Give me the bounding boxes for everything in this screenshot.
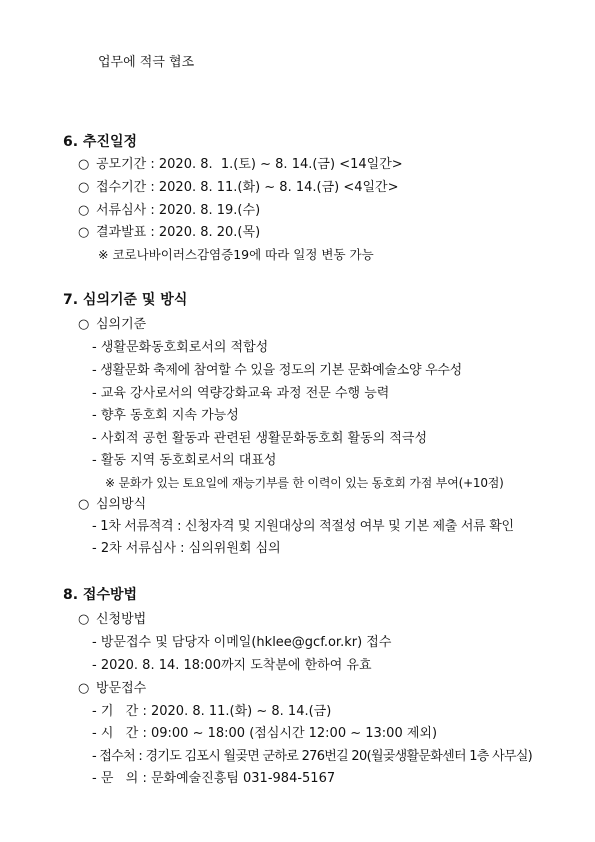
section-heading-submission: 8. 접수방법 <box>63 587 138 603</box>
circle-bullet-icon: ○ <box>78 681 90 696</box>
visit-title: 방문접수 <box>96 681 147 696</box>
apply-title: 신청방법 <box>96 612 147 627</box>
schedule-item-text: 접수기간 : 2020. 8. 11.(화) ~ 8. 14.(금) <4일간> <box>96 180 399 195</box>
intro-line: 업무에 적극 협조 <box>98 55 195 70</box>
criteria-note: ※ 문화가 있는 토요일에 재능기부를 한 이력이 있는 동호회 가점 부여(+10점) <box>105 476 504 490</box>
circle-bullet-icon: ○ <box>78 612 90 627</box>
visit-item-period: - 기 간 : 2020. 8. 11.(화) ~ 8. 14.(금) <box>92 704 332 719</box>
circle-bullet-icon: ○ <box>78 180 90 195</box>
section-heading-schedule: 6. 추진일정 <box>63 134 138 150</box>
method-item: - 1차 서류적격 : 신청자격 및 지원대상의 적절성 여부 및 기본 제출 서류 확인 <box>92 519 514 534</box>
method-title: 심의방식 <box>96 497 147 512</box>
criteria-item: - 생활문화 축제에 참여할 수 있을 정도의 기본 문화예술소양 우수성 <box>92 363 462 378</box>
schedule-item-text: 공모기간 : 2020. 8. 1.(토) ~ 8. 14.(금) <14일간> <box>96 157 403 172</box>
circle-bullet-icon: ○ <box>78 157 90 172</box>
visit-item-contact: - 문 의 : 문화예술진흥팀 031-984-5167 <box>92 771 336 786</box>
visit-item-location: - 접수처 : 경기도 김포시 월곶면 군하로 276번길 20(월곶생활문화센터 1층 사무실) <box>92 749 533 764</box>
criteria-item: - 활동 지역 동호회로서의 대표성 <box>92 453 277 468</box>
criteria-item: - 생활문화동호회로서의 적합성 <box>92 340 269 355</box>
criteria-item: - 사회적 공헌 활동과 관련된 생활문화동호회 활동의 적극성 <box>92 431 428 446</box>
circle-bullet-icon: ○ <box>78 203 90 218</box>
section-heading-review: 7. 심의기준 및 방식 <box>63 292 188 308</box>
circle-bullet-icon: ○ <box>78 317 90 332</box>
criteria-item: - 향후 동호회 지속 가능성 <box>92 408 239 423</box>
schedule-item-text: 결과발표 : 2020. 8. 20.(목) <box>96 225 261 240</box>
apply-item: - 2020. 8. 14. 18:00까지 도착분에 한하여 유효 <box>92 658 372 673</box>
schedule-item-text: 서류심사 : 2020. 8. 19.(수) <box>96 203 261 218</box>
circle-bullet-icon: ○ <box>78 497 90 512</box>
apply-item: - 방문접수 및 담당자 이메일(hklee@gcf.or.kr) 접수 <box>92 635 392 650</box>
circle-bullet-icon: ○ <box>78 225 90 240</box>
schedule-note: ※ 코로나바이러스감염증19에 따라 일정 변동 가능 <box>98 247 374 262</box>
method-item: - 2차 서류심사 : 심의위원회 심의 <box>92 541 281 556</box>
visit-item-time: - 시 간 : 09:00 ~ 18:00 (점심시간 12:00 ~ 13:00 제외) <box>92 726 438 741</box>
criteria-item: - 교육 강사로서의 역량강화교육 과정 전문 수행 능력 <box>92 386 390 401</box>
criteria-title: 심의기준 <box>96 317 147 332</box>
